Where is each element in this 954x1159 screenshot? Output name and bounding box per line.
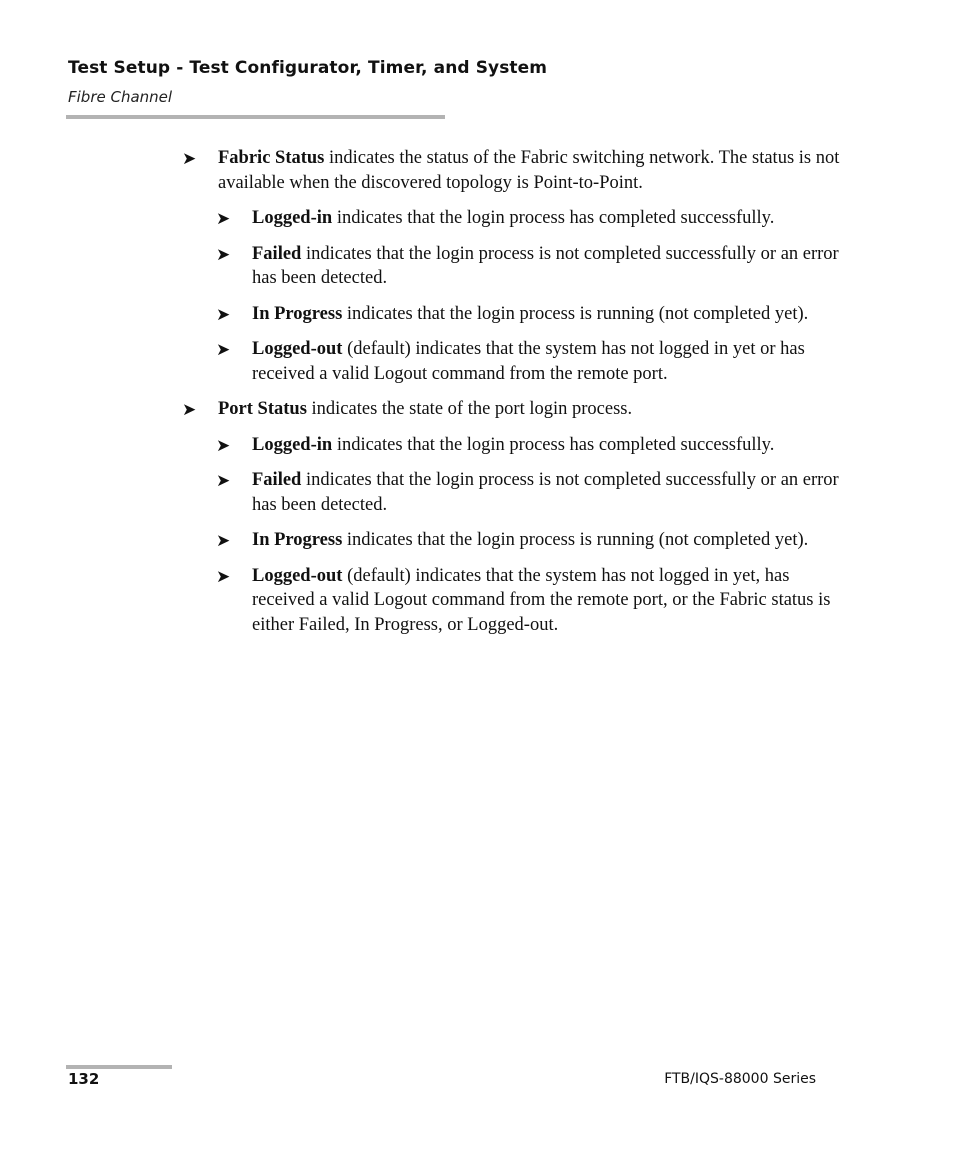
term: In Progress — [252, 530, 343, 550]
term: Port Status — [218, 399, 307, 419]
product-series: FTB/IQS-88000 Series — [664, 1071, 816, 1087]
arrow-bullet-icon: ➤ — [216, 209, 231, 229]
description: (default) indicates that the system has not logged in yet, has received a valid Logout command from the remote port, or the Fabric status is either Failed, In Progress, or Logged-out. — [252, 565, 831, 635]
description: (default) indicates that the system has not logged in yet or has received a valid Logout command from the remote port. — [252, 339, 805, 384]
list-item-fabric-logged-out — [216, 337, 842, 386]
list-item-fabric-failed — [216, 242, 842, 291]
description: indicates the state of the port login process. — [306, 399, 633, 419]
arrow-bullet-icon: ➤ — [216, 531, 231, 551]
footer-divider — [66, 1065, 172, 1069]
arrow-bullet-icon: ➤ — [216, 304, 231, 325]
section-subtitle: Fibre Channel — [68, 88, 173, 106]
description: indicates that the login process is running (not completed yet). — [342, 303, 809, 324]
term: Fabric Status — [218, 148, 325, 168]
arrow-bullet-icon: ➤ — [216, 244, 231, 265]
term: Logged-in — [252, 434, 333, 455]
term: Logged-out — [252, 339, 343, 359]
arrow-bullet-icon: ➤ — [182, 149, 197, 169]
list-item-port-logged-out — [216, 564, 842, 638]
list-item-port-in-progress — [216, 528, 842, 553]
page-number: 132 — [68, 1070, 100, 1088]
list-item-port-logged-in — [216, 433, 842, 458]
term: Failed — [252, 243, 302, 264]
term: Logged-out — [252, 565, 343, 586]
description: indicates that the login process has completed successfully. — [332, 434, 775, 455]
term: Logged-in — [252, 208, 333, 228]
description: indicates the status of the Fabric switching network. The status is not available when the discovered topology is Point-to-Point. — [218, 148, 840, 193]
list-item-port-failed — [216, 468, 842, 517]
arrow-bullet-icon: ➤ — [182, 400, 197, 420]
list-item-port-status — [182, 397, 842, 422]
body-content — [182, 146, 842, 648]
description: indicates that the login process is not completed successfully or an error has been detected. — [252, 470, 839, 515]
arrow-bullet-icon: ➤ — [216, 435, 231, 456]
description: indicates that the login process is running (not completed yet). — [342, 530, 809, 550]
list-item-fabric-status — [182, 146, 842, 195]
section-title: Test Setup - Test Configurator, Timer, and System — [68, 58, 548, 78]
description: indicates that the login process has completed successfully. — [332, 208, 775, 228]
list-item-fabric-in-progress — [216, 302, 842, 327]
header-divider — [66, 115, 445, 119]
term: Failed — [252, 470, 302, 490]
term: In Progress — [252, 303, 343, 324]
arrow-bullet-icon: ➤ — [216, 471, 231, 491]
arrow-bullet-icon: ➤ — [216, 566, 231, 587]
list-item-fabric-logged-in — [216, 206, 842, 231]
arrow-bullet-icon: ➤ — [216, 340, 231, 360]
description: indicates that the login process is not completed successfully or an error has been detected. — [252, 243, 839, 288]
